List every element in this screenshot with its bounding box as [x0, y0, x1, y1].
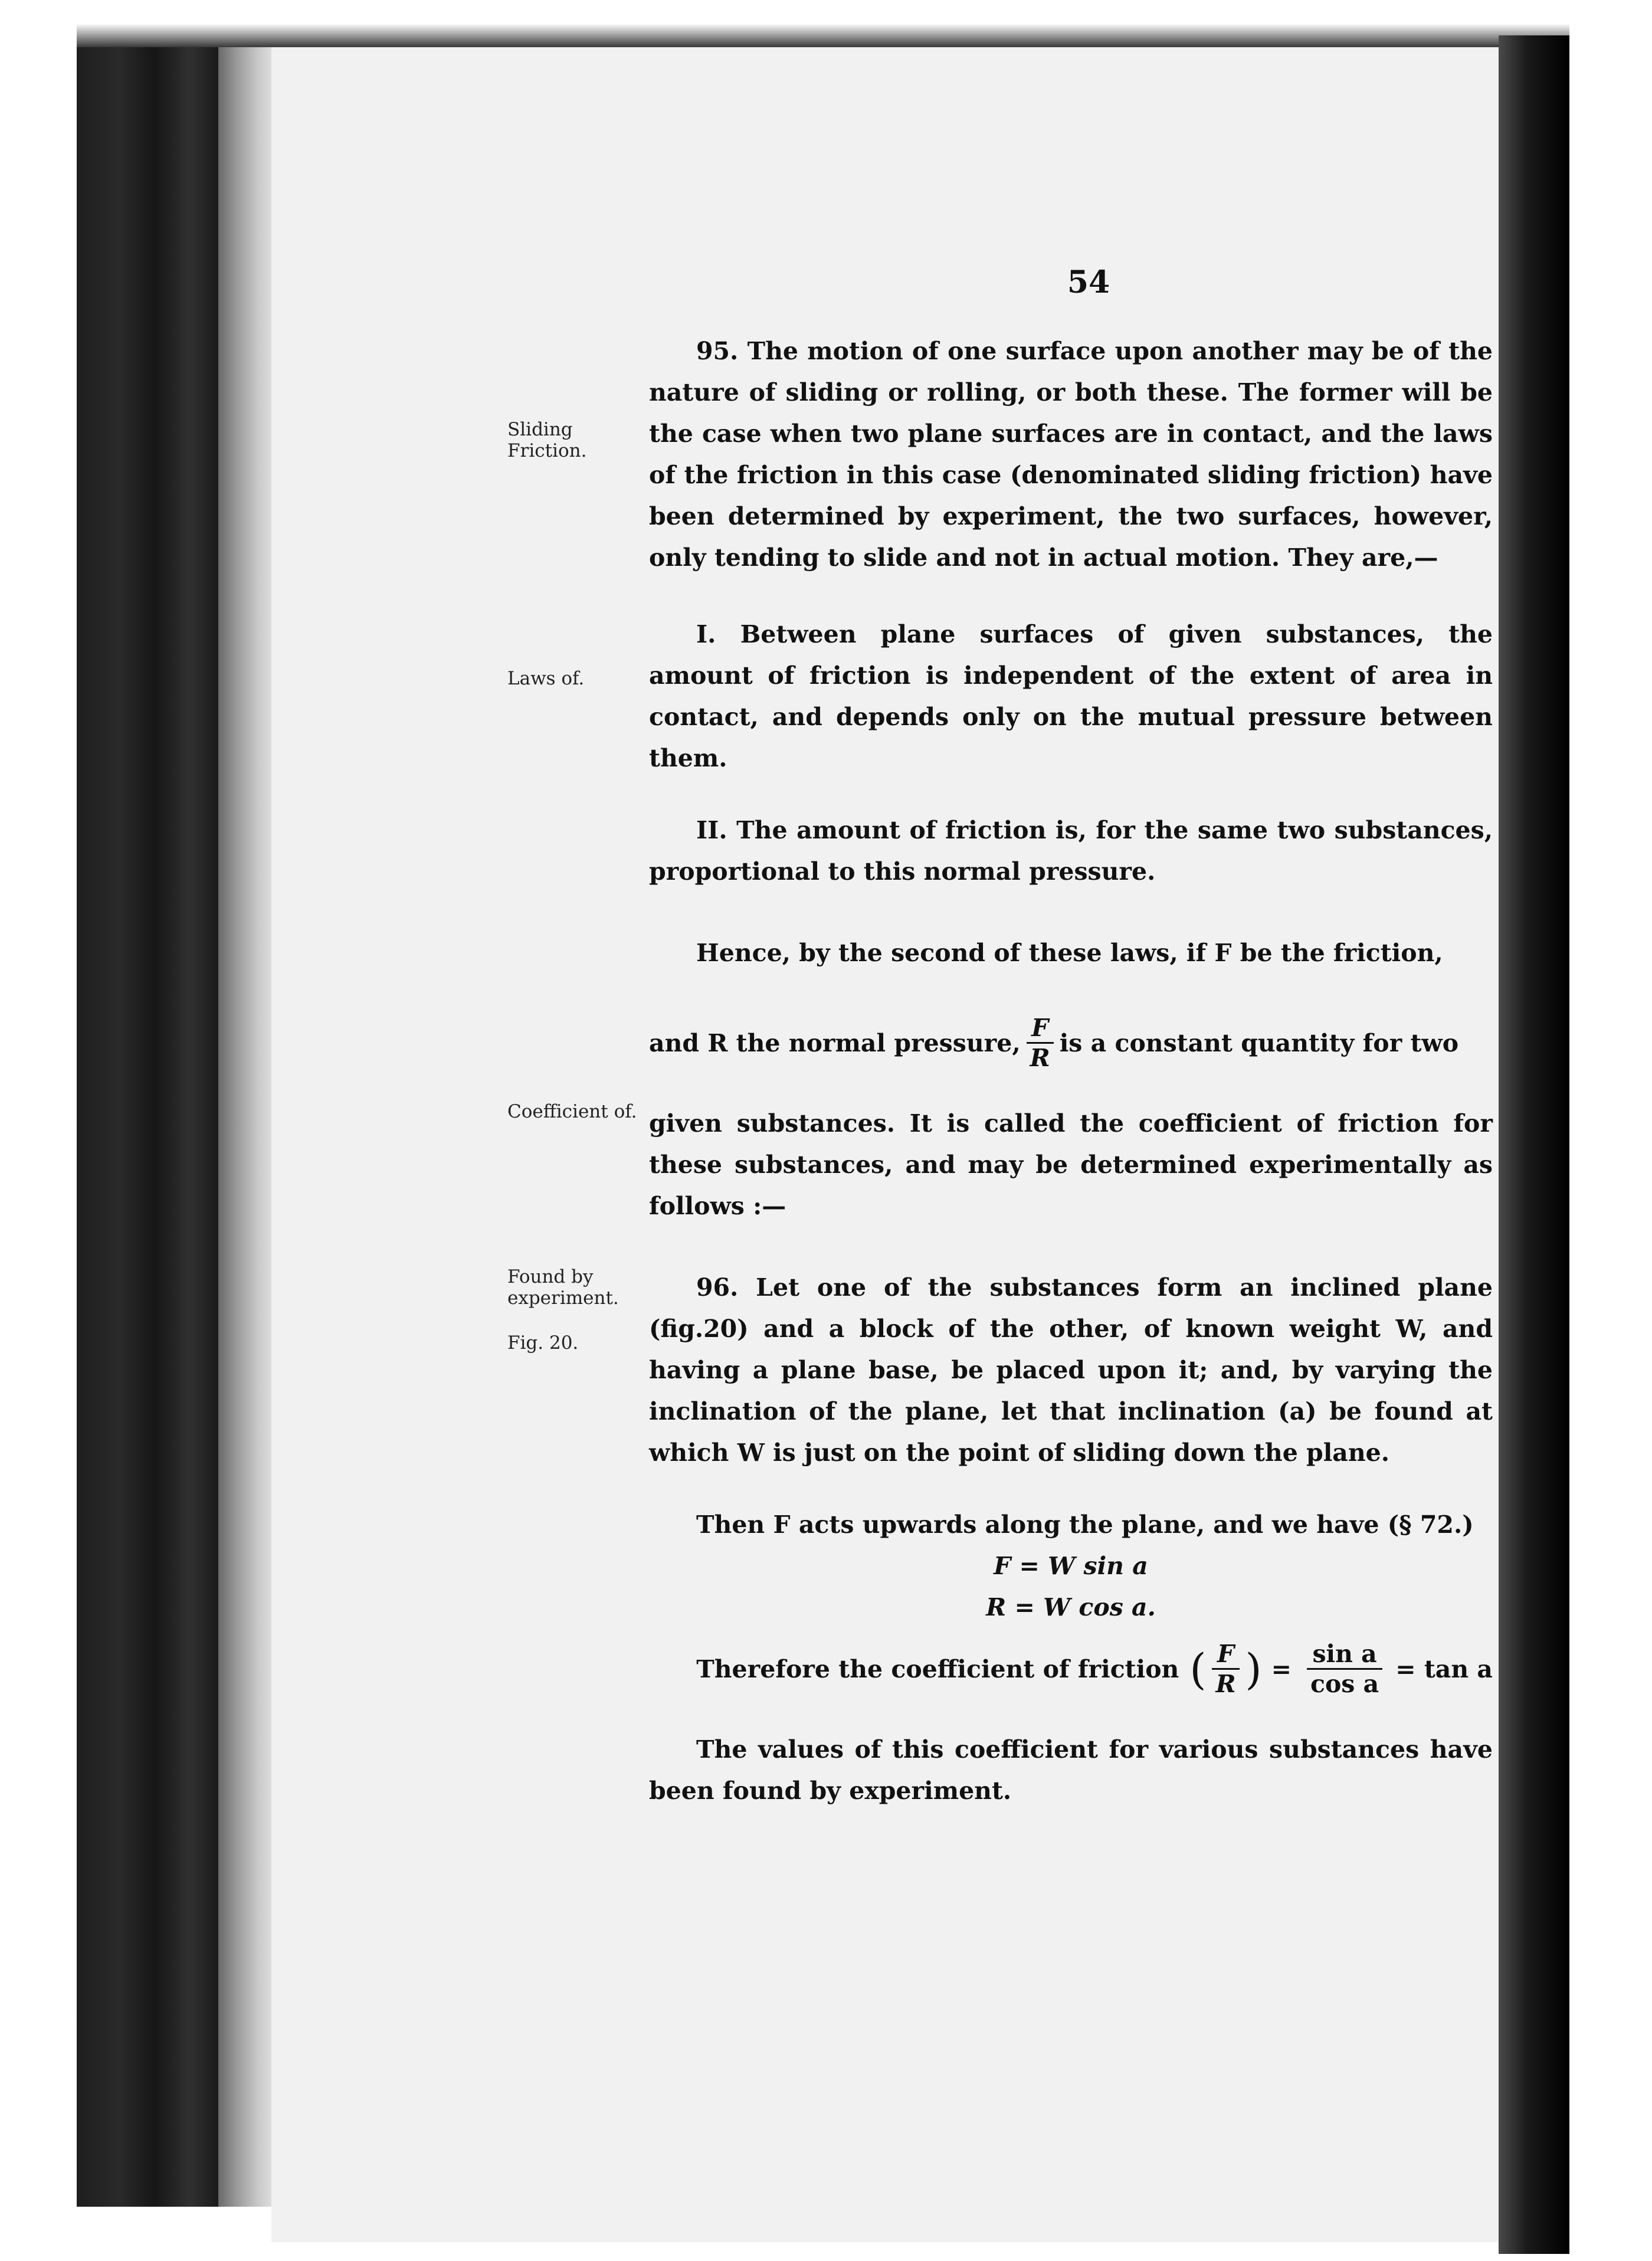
page-body: [649, 330, 1493, 1811]
margin-note-found-by-experiment: Found by experiment.: [507, 1266, 619, 1309]
f-over-r-small-fraction: [1212, 1640, 1239, 1698]
tan-result: = tan a: [1395, 1654, 1493, 1683]
constant-quantity-text: is a constant quantity for two: [1059, 1028, 1459, 1057]
margin-note-coefficient-of: Coefficient of.: [507, 1101, 637, 1122]
f-over-r-fraction: [1027, 1014, 1054, 1072]
page-number: 54: [1067, 264, 1110, 300]
fraction-numerator: F: [1031, 1014, 1049, 1042]
margin-note-laws-of: Laws of.: [507, 668, 585, 689]
paragraph-96: 96. Let one of the substances form an inclined plane (fig.20) and a block of the other, of known weight W, and having a plane base, be placed upon it; and, by varying the inclination of the plane, let that inclination (a) be found at which W is just on the point of sliding down the plane.: [649, 1273, 1493, 1467]
margin-note-sliding-friction: Sliding Friction.: [507, 419, 587, 461]
close-paren: ): [1245, 1644, 1262, 1694]
coefficient-equation: [649, 1640, 1493, 1698]
fraction-denominator: R: [1030, 1044, 1050, 1072]
sin-over-cos-fraction: [1307, 1640, 1382, 1698]
hence-line: Hence, by the second of these laws, if F be the friction,: [696, 939, 1443, 967]
cos-denominator: cos a: [1310, 1670, 1379, 1698]
fraction-line: [649, 1014, 1493, 1072]
equation-friction: F = W sin a: [994, 1552, 1148, 1580]
sin-numerator: sin a: [1312, 1640, 1377, 1668]
scan-top-shadow: [77, 24, 1569, 47]
open-paren: (: [1189, 1644, 1207, 1694]
therefore-text: Therefore the coefficient of friction: [696, 1654, 1179, 1683]
law-1: I. Between plane surfaces of given substances, the amount of friction is independent of the extent of area in contact, and depends only on the mutual pressure between them.: [649, 620, 1493, 772]
then-line: Then F acts upwards along the plane, and we have (§ 72.): [696, 1510, 1474, 1539]
small-numerator: F: [1217, 1640, 1235, 1668]
values-paragraph: The values of this coefficient for various substances have been found by experiment.: [649, 1735, 1493, 1805]
and-r-text: and R the normal pressure,: [649, 1028, 1021, 1057]
binding-edge: [218, 47, 271, 2207]
equals-sign: =: [1271, 1654, 1292, 1683]
equation-normal: R = W cos a.: [986, 1593, 1156, 1621]
paragraph-95: 95. The motion of one surface upon another may be of the nature of sliding or rolling, or both these. The former will be the case when two plane surfaces are in contact, and the laws of the friction in this case (denominated sliding friction) have been determined by experiment, the two surfaces, however, only tending to slide and not in actual motion. They are,—: [649, 337, 1493, 572]
small-denominator: R: [1215, 1670, 1236, 1698]
scan-right-shadow: [1499, 35, 1569, 2254]
book-binding: [77, 47, 218, 2207]
given-substances-paragraph: given substances. It is called the coefficient of friction for these substances, and may be determined experimentally as follows :—: [649, 1109, 1493, 1220]
law-2: II. The amount of friction is, for the same two substances, proportional to this normal pressure.: [649, 816, 1493, 886]
margin-note-fig-20: Fig. 20.: [507, 1332, 579, 1354]
